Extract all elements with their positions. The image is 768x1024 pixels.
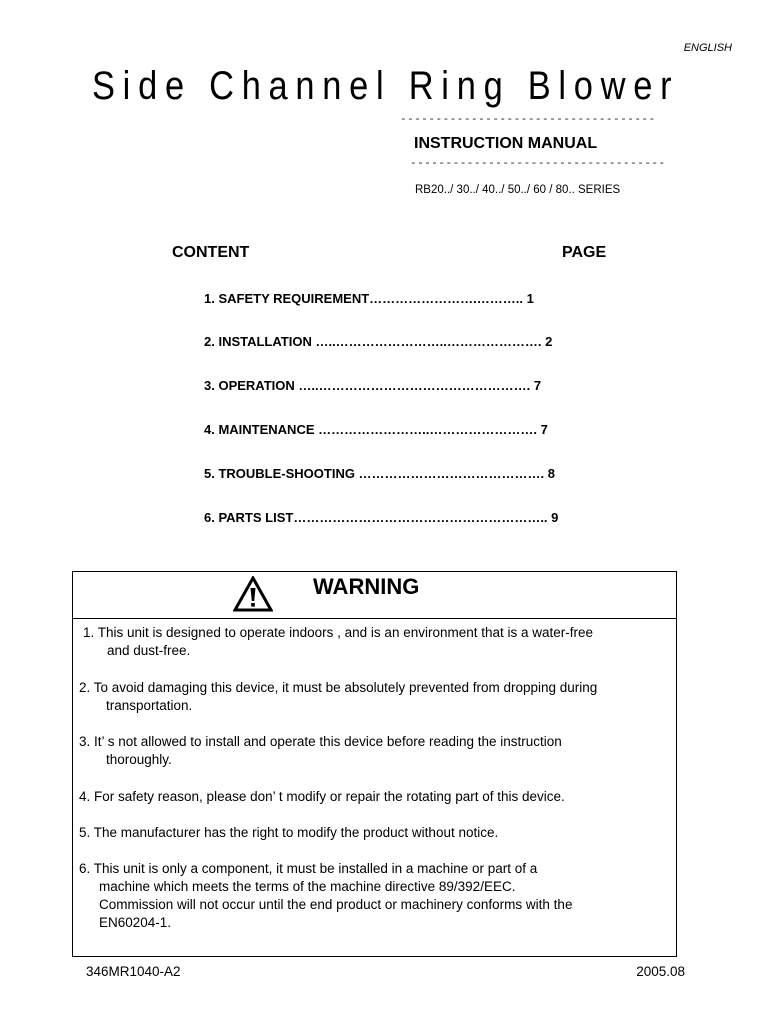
- toc-item-safety: 1. SAFETY REQUIREMENT…………………….……….. 1: [204, 291, 534, 306]
- document-code: 346MR1040-A2: [86, 964, 181, 979]
- divider-top: ------------------------------------: [400, 114, 656, 126]
- warning-item: 5. The manufacturer has the right to modify the product without notice.: [79, 825, 499, 840]
- toc-content-heading: CONTENT: [172, 244, 250, 261]
- toc-item-operation: 3. OPERATION …..…………………………………………. 7: [204, 378, 542, 393]
- warning-item: 3. It’ s not allowed to install and operate this device before reading the instruction thoroughly.: [79, 734, 562, 767]
- divider-bottom: ------------------------------------: [410, 158, 666, 170]
- toc-item-installation: 2. INSTALLATION …..……………………..…………………. 2: [204, 334, 553, 349]
- toc-item-trouble-shooting: 5. TROUBLE-SHOOTING ……………………………………. 8: [204, 466, 556, 481]
- warning-item: 4. For safety reason, please don’ t modify or repair the rotating part of this device.: [79, 789, 565, 804]
- warning-item: 1. This unit is designed to operate indoors , and is an environment that is a water-free and dust-free.: [83, 625, 594, 658]
- manual-title: INSTRUCTION MANUAL: [414, 135, 598, 152]
- document-title: Side Channel Ring Blower: [92, 64, 680, 108]
- warning-triangle-icon: [233, 576, 273, 612]
- warning-box: [72, 571, 677, 957]
- toc-page-heading: PAGE: [562, 244, 607, 261]
- language-label: ENGLISH: [683, 42, 732, 54]
- toc-item-maintenance: 4. MAINTENANCE ……………………..……………………. 7: [204, 422, 548, 437]
- warning-header: [73, 572, 676, 619]
- document-date: 2005.08: [636, 964, 685, 979]
- warning-item: 6. This unit is only a component, it must be installed in a machine or part of a machine which meets the terms of the machine directive 89/392/EEC. Commission will not occur until the end product or machinery conforms with the EN60204-1.: [79, 861, 573, 930]
- warning-title: WARNING: [313, 574, 420, 599]
- toc-item-parts-list: 6. PARTS LIST………………………………………………….. 9: [204, 510, 559, 525]
- model-series: RB20../ 30../ 40../ 50../ 60 / 80.. SERIES: [415, 184, 621, 196]
- warning-item: 2. To avoid damaging this device, it must be absolutely prevented from dropping during transportation.: [79, 680, 598, 713]
